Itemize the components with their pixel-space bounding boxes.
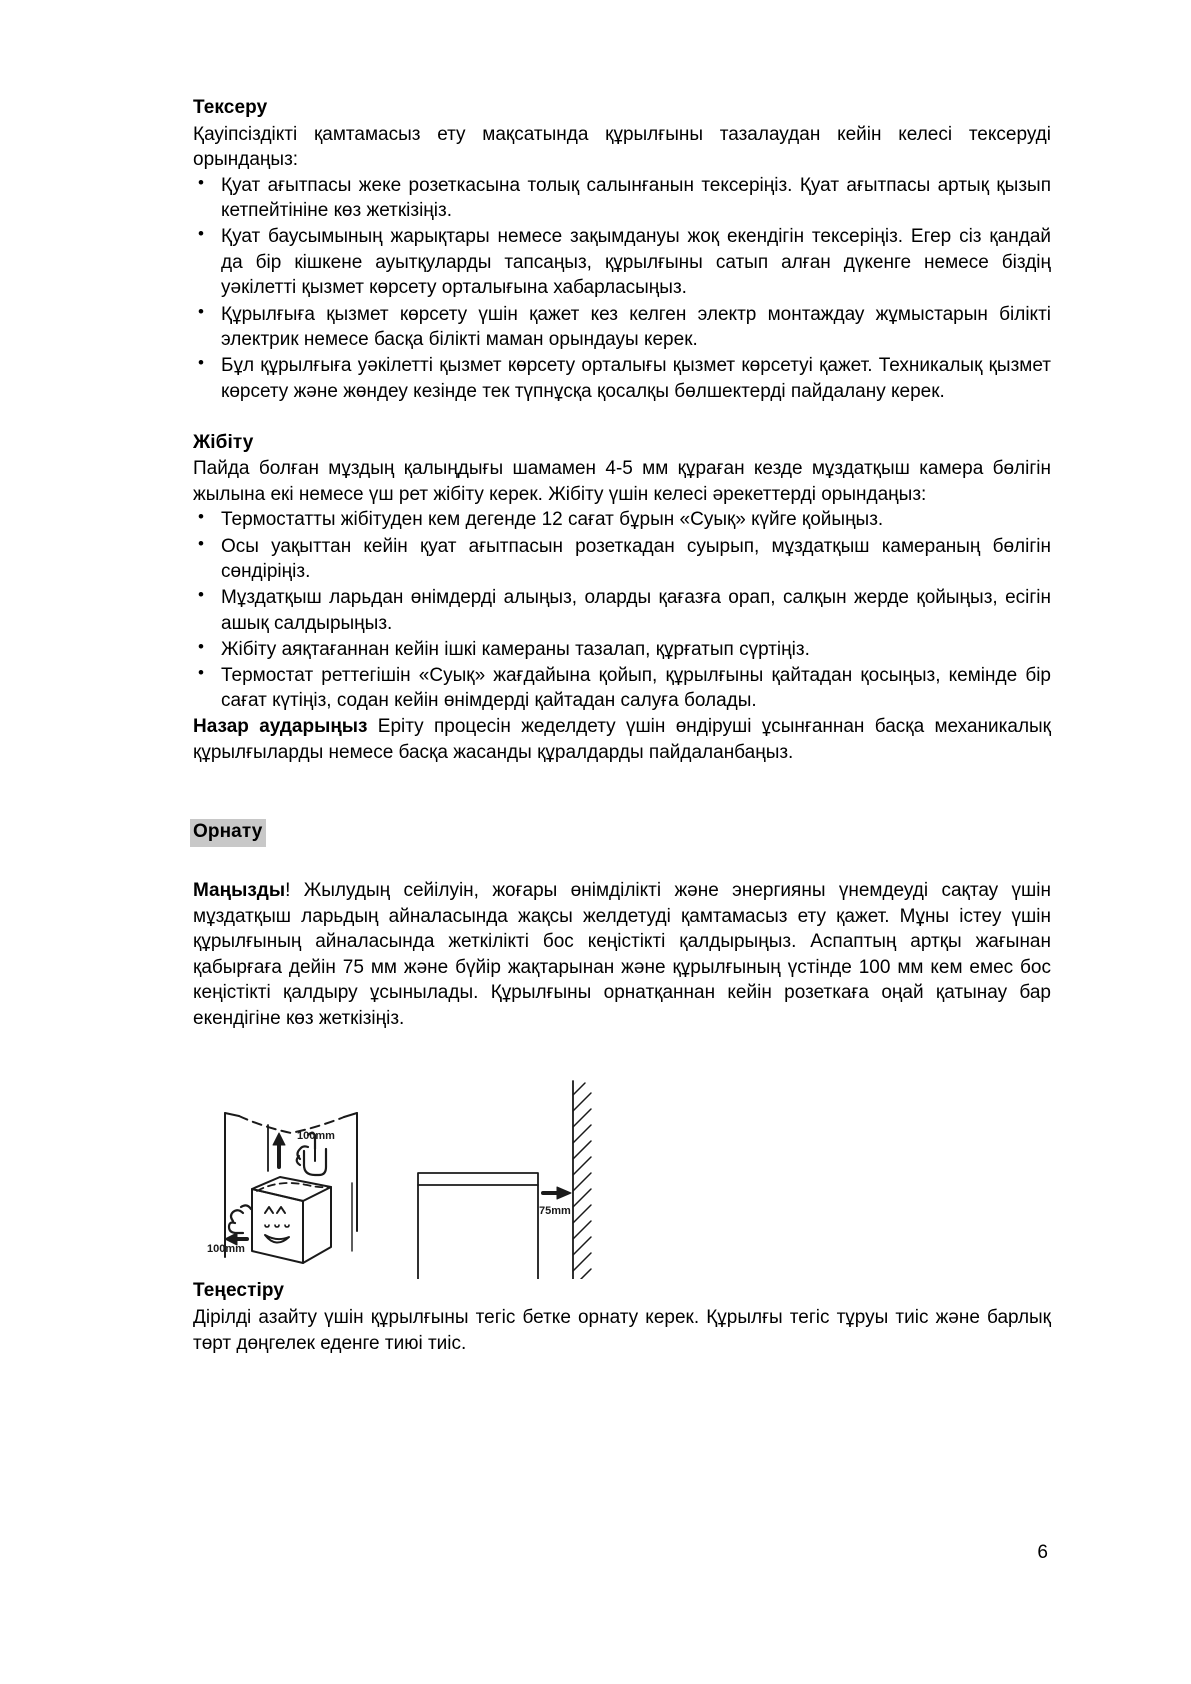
- list-item: • Жібіту аяқтағаннан кейін ішкі камераны тазалап, құрғатып сүртіңіз.: [193, 637, 1051, 663]
- defrosting-attention-note: [193, 714, 1051, 765]
- clearance-diagram-svg: [205, 1061, 725, 1279]
- section-title-defrosting: Жібіту: [193, 431, 254, 453]
- figure-label-rear-clearance: 75mm: [539, 1205, 571, 1218]
- attention-note-text: Еріту процесін жеделдету үшін өндіруші ұсынғаннан басқа механикалық құрылғыларды немесе басқа жасанды құралдарды пайдаланбаңыз.: [193, 716, 1051, 763]
- installation-important-paragraph: [193, 878, 1051, 1031]
- section-title-inspection: Тексеру: [193, 97, 268, 118]
- installation-clearance-figure: [193, 1061, 1051, 1279]
- section-spacer: [193, 405, 1051, 431]
- list-item: • Қуат ағытпасы жеке розеткасына толық салынғанын тексеріңіз. Қуат ағытпасы артық қызып кетпейтініне көз жеткізіңіз.: [193, 173, 1051, 224]
- list-item: • Термостат реттегішін «Суық» жағдайына қойып, құрылғыны қайтадан қосыңыз, кемінде бір сағат күтіңіз, содан кейін өнімдерді қайтадан салуға болады.: [193, 663, 1051, 714]
- important-label: Маңызды: [193, 880, 286, 902]
- defrosting-bullet-list: [193, 507, 1051, 713]
- important-body-text: ! Жылудың сейілуін, жоғары өнімділікті және энергияны үнемдеуді сақтау үшін мұздатқыш ларьдың айналасында жақсы желдетуді қамтамасыз ету қажет. Мұны істеу үшін құрылғының айналасында жеткілікті бос кеңістікті қалдырыңыз. Аспаптың артқы жағынан қабырғаға дейін 75 мм және бүйір жақтарынан және құрылғының үстінде 100 мм кем емес бос кеңістікті қалдыру ұсынылады. Құрылғыны орнатқаннан кейін розеткаға оңай қатынау бар екендігіне көз жеткізіңіз.: [193, 880, 1051, 1029]
- figure-label-side-clearance: 100mm: [207, 1243, 245, 1256]
- page-content: [193, 96, 1051, 1356]
- heading-spacer: [193, 848, 1051, 878]
- list-item: • Осы уақыттан кейін қуат ағытпасын розеткадан суырып, мұздатқыш камераның бөлігін сөндіріңіз.: [193, 534, 1051, 585]
- levelling-paragraph: Дірілді азайту үшін құрылғыны тегіс бетке орнату керек. Құрылғы тегіс тұруы тиіс және барлық төрт дөңгелек еденге тиюі тиіс.: [193, 1307, 1051, 1354]
- inspection-intro-paragraph: Қауіпсіздікті қамтамасыз ету мақсатында құрылғыны тазалаудан кейін келесі тексеруді орындаңыз:: [193, 123, 1051, 171]
- list-item: • Термостатты жібітуден кем дегенде 12 сағат бұрын «Суық» күйге қойыңыз.: [193, 507, 1051, 533]
- figure-label-top-clearance: 100mm: [297, 1130, 335, 1143]
- defrosting-intro-paragraph: Пайда болған мұздың қалыңдығы шамамен 4-5 мм құраған кезде мұздатқыш камера бөлігін жылына екі немесе үш рет жібіту керек. Жібіту үшін келесі әрекеттерді орындаңыз:: [193, 458, 1051, 505]
- list-item: • Қуат баусымының жарықтары немесе зақымдануы жоқ екендігін тексеріңіз. Егер сіз қандай да бір кішкене ауытқуларды тапсаңыз, құрылғыны сатып алған дүкенге немесе біздің уәкілетті қызмет көрсету орталығына хабарласыңыз.: [193, 224, 1051, 301]
- section-spacer: [193, 765, 1051, 819]
- page-number: 6: [1037, 1542, 1048, 1563]
- section-title-levelling: Теңестіру: [193, 1280, 284, 1302]
- list-item: • Бұл құрылғыға уәкілетті қызмет көрсету орталығы қызмет көрсетуі қажет. Техникалық қызмет көрсету және жөндеу кезінде тек түпнұсқа қосалқы бөлшектерді пайдалану керек.: [193, 353, 1051, 404]
- attention-label: Назар аударыңыз: [193, 716, 368, 738]
- inspection-bullet-list: [193, 173, 1051, 404]
- list-item: • Құрылғыға қызмет көрсету үшін қажет кез келген электр монтаждау жұмыстарын білікті электрик немесе басқа білікті маман орындауы керек.: [193, 302, 1051, 353]
- section-title-installation: Орнату: [190, 819, 266, 847]
- list-item: • Мұздатқыш ларьдан өнімдерді алыңыз, оларды қағазға орап, салқын жерде қойыңыз, есігін ашық салдырыңыз.: [193, 585, 1051, 636]
